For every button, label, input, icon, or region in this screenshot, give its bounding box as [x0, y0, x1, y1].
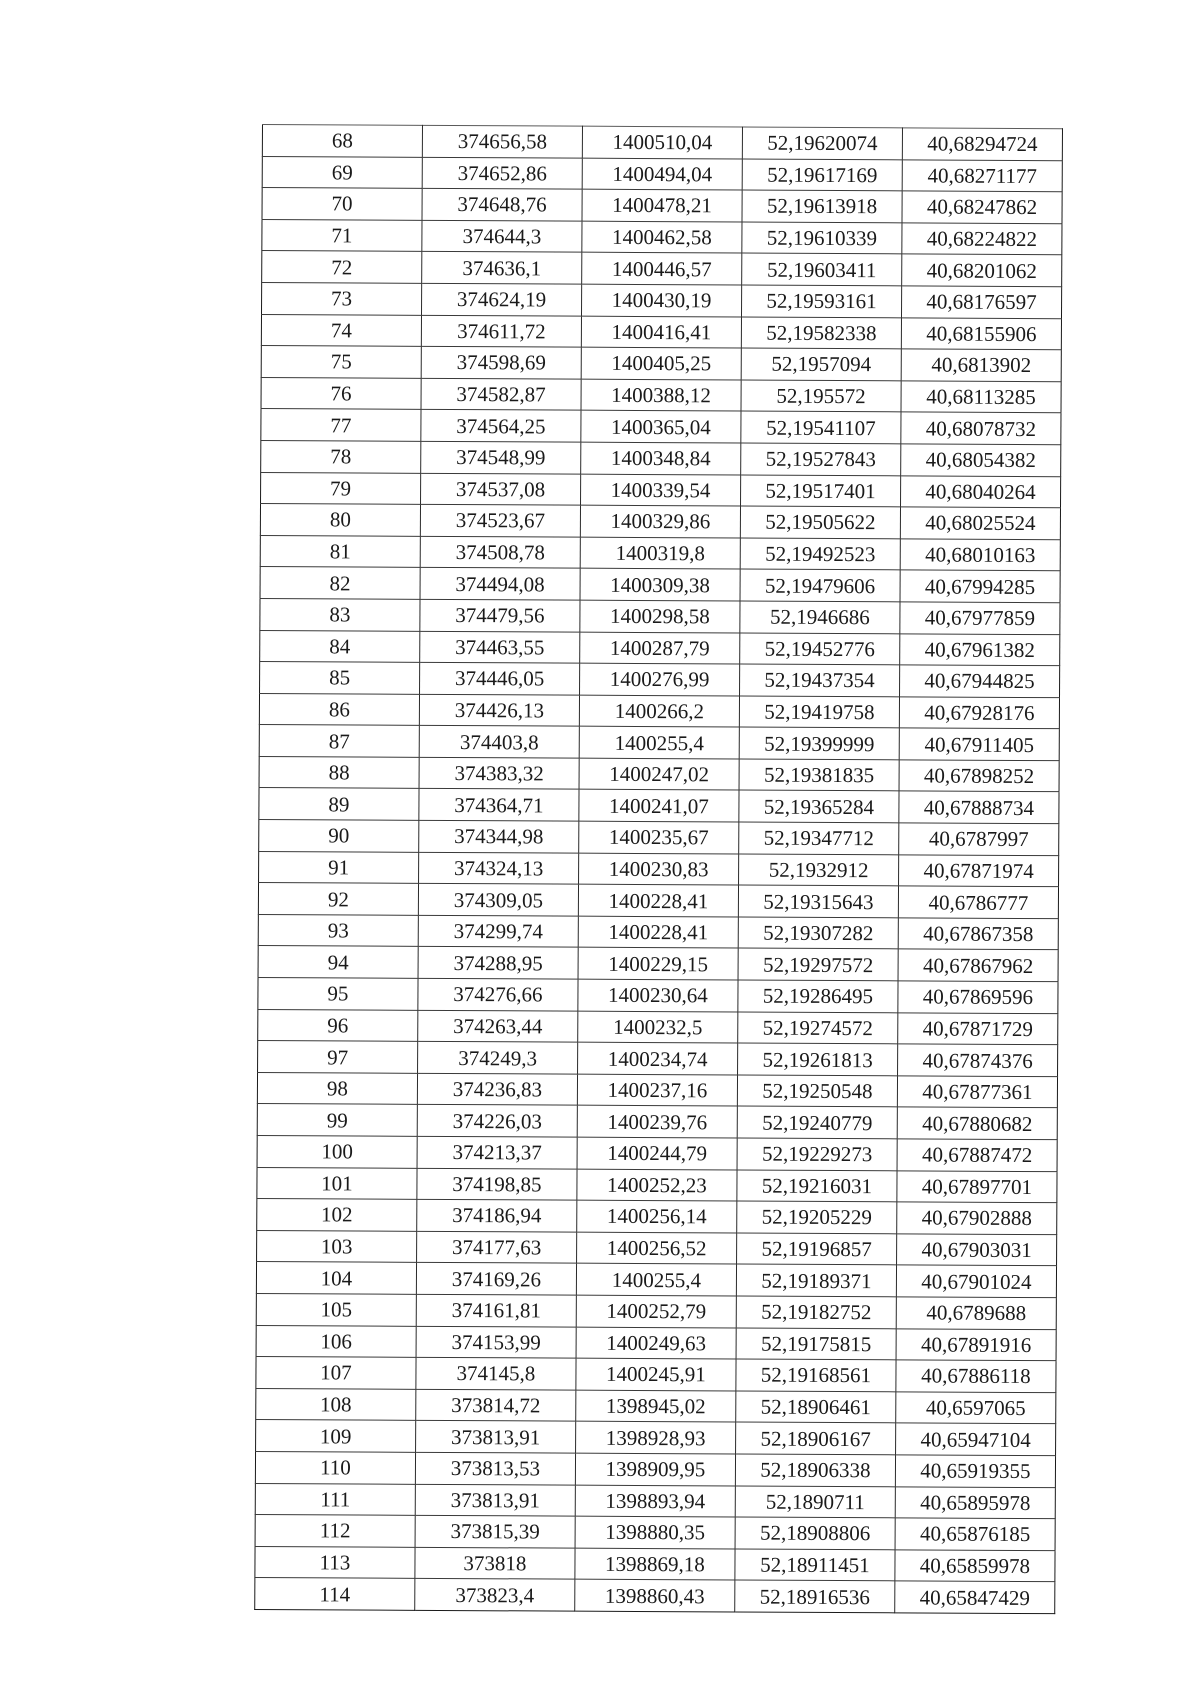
longitude-cell: 40,67944825 [900, 665, 1060, 697]
table-row [258, 1009, 1058, 1045]
table-row [261, 346, 1061, 382]
x-coordinate-cell: 374463,55 [420, 631, 580, 663]
x-coordinate-cell: 374611,72 [421, 315, 581, 347]
point-number-cell: 97 [258, 1041, 418, 1073]
y-coordinate-cell: 1400510,04 [582, 126, 742, 158]
x-coordinate-cell: 374644,3 [422, 220, 582, 252]
x-coordinate-cell: 374186,94 [417, 1200, 577, 1232]
longitude-cell: 40,65895978 [895, 1486, 1055, 1518]
y-coordinate-cell: 1400416,41 [581, 316, 741, 348]
latitude-cell: 52,19527843 [741, 443, 901, 475]
table-row [255, 1483, 1055, 1519]
y-coordinate-cell: 1400276,99 [580, 663, 740, 695]
table-row [261, 377, 1061, 413]
longitude-cell: 40,6597065 [896, 1392, 1056, 1424]
table-row [256, 1325, 1056, 1361]
point-number-cell: 110 [255, 1451, 415, 1483]
table-row [262, 251, 1062, 287]
longitude-cell: 40,67961382 [900, 633, 1060, 665]
x-coordinate-cell: 374582,87 [421, 378, 581, 410]
x-coordinate-cell: 374249,3 [418, 1042, 578, 1074]
latitude-cell: 52,19492523 [740, 538, 900, 570]
latitude-cell: 52,19419758 [739, 696, 899, 728]
x-coordinate-cell: 374652,86 [422, 157, 582, 189]
point-number-cell: 92 [258, 883, 418, 915]
point-number-cell: 88 [259, 756, 419, 788]
latitude-cell: 52,19307282 [738, 917, 898, 949]
table-row [255, 1578, 1055, 1614]
latitude-cell: 52,19613918 [742, 190, 902, 222]
latitude-cell: 52,19541107 [741, 411, 901, 443]
latitude-cell: 52,19517401 [741, 475, 901, 507]
latitude-cell: 52,19437354 [740, 664, 900, 696]
coordinates-table-body [255, 125, 1063, 1614]
latitude-cell: 52,19620074 [742, 127, 902, 159]
x-coordinate-cell: 374523,67 [420, 504, 580, 536]
y-coordinate-cell: 1400234,74 [578, 1042, 738, 1074]
longitude-cell: 40,67977859 [900, 602, 1060, 634]
y-coordinate-cell: 1400255,4 [579, 726, 739, 758]
point-number-cell: 103 [257, 1230, 417, 1262]
point-number-cell: 89 [259, 788, 419, 820]
y-coordinate-cell: 1398909,95 [575, 1453, 735, 1485]
table-row [258, 978, 1058, 1014]
x-coordinate-cell: 374624,19 [422, 283, 582, 315]
x-coordinate-cell: 374276,66 [418, 978, 578, 1010]
table-row [259, 725, 1059, 761]
y-coordinate-cell: 1400462,58 [582, 221, 742, 253]
table-row [259, 756, 1059, 792]
table-row [256, 1388, 1056, 1424]
y-coordinate-cell: 1400329,86 [580, 505, 740, 537]
point-number-cell: 95 [258, 978, 418, 1010]
table-row [258, 914, 1058, 950]
longitude-cell: 40,68247862 [902, 191, 1062, 223]
y-coordinate-cell: 1400266,2 [579, 695, 739, 727]
longitude-cell: 40,67877361 [897, 1076, 1057, 1108]
longitude-cell: 40,68010163 [900, 539, 1060, 571]
point-number-cell: 85 [260, 662, 420, 694]
point-number-cell: 86 [259, 693, 419, 725]
latitude-cell: 52,19229273 [737, 1138, 897, 1170]
x-coordinate-cell: 373815,39 [415, 1515, 575, 1547]
x-coordinate-cell: 374494,08 [420, 568, 580, 600]
latitude-cell: 52,19240779 [737, 1106, 897, 1138]
longitude-cell: 40,67911405 [899, 728, 1059, 760]
y-coordinate-cell: 1398869,18 [575, 1548, 735, 1580]
table-row [259, 788, 1059, 824]
point-number-cell: 112 [255, 1515, 415, 1547]
table-row [262, 188, 1062, 224]
x-coordinate-cell: 373818 [415, 1547, 575, 1579]
latitude-cell: 52,19479606 [740, 569, 900, 601]
latitude-cell: 52,1946686 [740, 601, 900, 633]
longitude-cell: 40,68224822 [902, 223, 1062, 255]
longitude-cell: 40,67897701 [897, 1170, 1057, 1202]
table-row [260, 504, 1060, 540]
y-coordinate-cell: 1400237,16 [577, 1074, 737, 1106]
x-coordinate-cell: 373813,91 [415, 1484, 575, 1516]
table-row [255, 1546, 1055, 1582]
latitude-cell: 52,19381835 [739, 759, 899, 791]
longitude-cell: 40,68078732 [901, 412, 1061, 444]
x-coordinate-cell: 374324,13 [419, 852, 579, 884]
latitude-cell: 52,19603411 [742, 253, 902, 285]
point-number-cell: 75 [261, 346, 421, 378]
latitude-cell: 52,18906167 [736, 1422, 896, 1454]
point-number-cell: 73 [262, 282, 422, 314]
x-coordinate-cell: 374226,03 [417, 1105, 577, 1137]
longitude-cell: 40,68025524 [900, 507, 1060, 539]
point-number-cell: 78 [261, 440, 421, 472]
longitude-cell: 40,6789688 [896, 1297, 1056, 1329]
latitude-cell: 52,19182752 [736, 1296, 896, 1328]
table-row [259, 851, 1059, 887]
latitude-cell: 52,19315643 [738, 885, 898, 917]
x-coordinate-cell: 374656,58 [422, 125, 582, 157]
point-number-cell: 83 [260, 598, 420, 630]
x-coordinate-cell: 374426,13 [419, 694, 579, 726]
point-number-cell: 96 [258, 1009, 418, 1041]
table-row [258, 946, 1058, 982]
latitude-cell: 52,19261813 [738, 1043, 898, 1075]
longitude-cell: 40,67888734 [899, 791, 1059, 823]
point-number-cell: 94 [258, 946, 418, 978]
latitude-cell: 52,1932912 [739, 854, 899, 886]
y-coordinate-cell: 1400252,23 [577, 1169, 737, 1201]
latitude-cell: 52,19593161 [741, 285, 901, 317]
y-coordinate-cell: 1398945,02 [576, 1390, 736, 1422]
y-coordinate-cell: 1400319,8 [580, 537, 740, 569]
y-coordinate-cell: 1400309,38 [580, 568, 740, 600]
point-number-cell: 107 [256, 1357, 416, 1389]
latitude-cell: 52,19399999 [739, 727, 899, 759]
y-coordinate-cell: 1400405,25 [581, 347, 741, 379]
x-coordinate-cell: 374309,05 [418, 884, 578, 916]
table-row [257, 1072, 1057, 1108]
point-number-cell: 69 [262, 156, 422, 188]
table-row [261, 314, 1061, 350]
y-coordinate-cell: 1400245,91 [576, 1358, 736, 1390]
table-row [256, 1357, 1056, 1393]
latitude-cell: 52,19297572 [738, 948, 898, 980]
longitude-cell: 40,67871729 [898, 1012, 1058, 1044]
table-row [260, 535, 1060, 571]
latitude-cell: 52,18916536 [735, 1580, 895, 1612]
x-coordinate-cell: 374177,63 [417, 1231, 577, 1263]
longitude-cell: 40,67901024 [896, 1265, 1056, 1297]
y-coordinate-cell: 1400232,5 [578, 1011, 738, 1043]
longitude-cell: 40,68201062 [902, 254, 1062, 286]
table-row [262, 156, 1062, 192]
point-number-cell: 76 [261, 377, 421, 409]
point-number-cell: 80 [260, 504, 420, 536]
y-coordinate-cell: 1400247,02 [579, 758, 739, 790]
longitude-cell: 40,68054382 [901, 444, 1061, 476]
table-row [261, 440, 1061, 476]
table-row [258, 883, 1058, 919]
table-row [262, 219, 1062, 255]
x-coordinate-cell: 374344,98 [419, 820, 579, 852]
longitude-cell: 40,68271177 [902, 159, 1062, 191]
longitude-cell: 40,67928176 [899, 697, 1059, 729]
latitude-cell: 52,19505622 [740, 506, 900, 538]
longitude-cell: 40,67887472 [897, 1139, 1057, 1171]
latitude-cell: 52,19582338 [741, 317, 901, 349]
point-number-cell: 106 [256, 1325, 416, 1357]
latitude-cell: 52,18906461 [736, 1391, 896, 1423]
longitude-cell: 40,68294724 [902, 128, 1062, 160]
point-number-cell: 111 [255, 1483, 415, 1515]
y-coordinate-cell: 1400230,83 [579, 853, 739, 885]
longitude-cell: 40,65859978 [895, 1550, 1055, 1582]
x-coordinate-cell: 373813,91 [416, 1421, 576, 1453]
point-number-cell: 82 [260, 567, 420, 599]
latitude-cell: 52,18908806 [735, 1517, 895, 1549]
point-number-cell: 70 [262, 188, 422, 220]
table-row [261, 409, 1061, 445]
point-number-cell: 71 [262, 219, 422, 251]
table-row [260, 630, 1060, 666]
y-coordinate-cell: 1400255,4 [576, 1264, 736, 1296]
table-row [255, 1515, 1055, 1551]
longitude-cell: 40,68040264 [901, 475, 1061, 507]
y-coordinate-cell: 1400239,76 [577, 1106, 737, 1138]
y-coordinate-cell: 1398880,35 [575, 1516, 735, 1548]
point-number-cell: 81 [260, 535, 420, 567]
x-coordinate-cell: 374263,44 [418, 1010, 578, 1042]
longitude-cell: 40,67867358 [898, 918, 1058, 950]
latitude-cell: 52,19175815 [736, 1328, 896, 1360]
x-coordinate-cell: 374198,85 [417, 1168, 577, 1200]
latitude-cell: 52,19274572 [738, 1012, 898, 1044]
point-number-cell: 79 [261, 472, 421, 504]
table-row [257, 1135, 1057, 1171]
x-coordinate-cell: 374598,69 [421, 346, 581, 378]
x-coordinate-cell: 374299,74 [418, 915, 578, 947]
x-coordinate-cell: 374548,99 [421, 441, 581, 473]
x-coordinate-cell: 374288,95 [418, 947, 578, 979]
y-coordinate-cell: 1400228,41 [578, 916, 738, 948]
longitude-cell: 40,65919355 [895, 1455, 1055, 1487]
longitude-cell: 40,67903031 [897, 1234, 1057, 1266]
longitude-cell: 40,67867962 [898, 949, 1058, 981]
latitude-cell: 52,19196857 [737, 1233, 897, 1265]
y-coordinate-cell: 1400256,14 [577, 1200, 737, 1232]
y-coordinate-cell: 1400235,67 [579, 821, 739, 853]
table-row [256, 1420, 1056, 1456]
latitude-cell: 52,19365284 [739, 790, 899, 822]
x-coordinate-cell: 373814,72 [416, 1389, 576, 1421]
table-row [257, 1104, 1057, 1140]
latitude-cell: 52,19216031 [737, 1170, 897, 1202]
longitude-cell: 40,65947104 [896, 1423, 1056, 1455]
latitude-cell: 52,19286495 [738, 980, 898, 1012]
x-coordinate-cell: 374364,71 [419, 789, 579, 821]
x-coordinate-cell: 374236,83 [417, 1073, 577, 1105]
y-coordinate-cell: 1398860,43 [575, 1579, 735, 1611]
x-coordinate-cell: 374213,37 [417, 1136, 577, 1168]
latitude-cell: 52,18911451 [735, 1549, 895, 1581]
longitude-cell: 40,68113285 [901, 381, 1061, 413]
coordinates-table [254, 124, 1063, 1614]
point-number-cell: 105 [256, 1293, 416, 1325]
longitude-cell: 40,67891916 [896, 1328, 1056, 1360]
y-coordinate-cell: 1400348,84 [581, 442, 741, 474]
table-row [260, 598, 1060, 634]
y-coordinate-cell: 1398928,93 [576, 1422, 736, 1454]
table-row [261, 472, 1061, 508]
table-row [259, 693, 1059, 729]
y-coordinate-cell: 1398893,94 [575, 1485, 735, 1517]
point-number-cell: 100 [257, 1135, 417, 1167]
longitude-cell: 40,6813902 [901, 349, 1061, 381]
x-coordinate-cell: 374508,78 [420, 536, 580, 568]
table-row [262, 282, 1062, 318]
table-row [260, 567, 1060, 603]
latitude-cell: 52,19452776 [740, 633, 900, 665]
point-number-cell: 104 [256, 1262, 416, 1294]
point-number-cell: 87 [259, 725, 419, 757]
y-coordinate-cell: 1400241,07 [579, 790, 739, 822]
x-coordinate-cell: 373823,4 [415, 1579, 575, 1611]
y-coordinate-cell: 1400298,58 [580, 600, 740, 632]
table-row [256, 1262, 1056, 1298]
x-coordinate-cell: 374153,99 [416, 1326, 576, 1358]
latitude-cell: 52,19205229 [737, 1201, 897, 1233]
y-coordinate-cell: 1400446,57 [582, 253, 742, 285]
latitude-cell: 52,19617169 [742, 159, 902, 191]
point-number-cell: 91 [259, 851, 419, 883]
point-number-cell: 77 [261, 409, 421, 441]
y-coordinate-cell: 1400388,12 [581, 379, 741, 411]
latitude-cell: 52,19610339 [742, 222, 902, 254]
latitude-cell: 52,18906338 [735, 1454, 895, 1486]
point-number-cell: 102 [257, 1199, 417, 1231]
longitude-cell: 40,65847429 [895, 1581, 1055, 1613]
table-row [257, 1230, 1057, 1266]
point-number-cell: 109 [256, 1420, 416, 1452]
table-row [257, 1167, 1057, 1203]
y-coordinate-cell: 1400478,21 [582, 189, 742, 221]
x-coordinate-cell: 373813,53 [415, 1452, 575, 1484]
latitude-cell: 52,19168561 [736, 1359, 896, 1391]
point-number-cell: 90 [259, 820, 419, 852]
y-coordinate-cell: 1400249,63 [576, 1327, 736, 1359]
x-coordinate-cell: 374161,81 [416, 1294, 576, 1326]
y-coordinate-cell: 1400256,52 [577, 1232, 737, 1264]
point-number-cell: 74 [261, 314, 421, 346]
y-coordinate-cell: 1400228,41 [578, 884, 738, 916]
longitude-cell: 40,67869596 [898, 981, 1058, 1013]
y-coordinate-cell: 1400252,79 [576, 1295, 736, 1327]
table-row [257, 1199, 1057, 1235]
y-coordinate-cell: 1400494,04 [582, 158, 742, 190]
point-number-cell: 98 [257, 1072, 417, 1104]
x-coordinate-cell: 374564,25 [421, 410, 581, 442]
y-coordinate-cell: 1400287,79 [580, 632, 740, 664]
x-coordinate-cell: 374446,05 [420, 662, 580, 694]
x-coordinate-cell: 374537,08 [421, 473, 581, 505]
y-coordinate-cell: 1400244,79 [577, 1137, 737, 1169]
x-coordinate-cell: 374403,8 [419, 726, 579, 758]
table-row [259, 820, 1059, 856]
point-number-cell: 84 [260, 630, 420, 662]
x-coordinate-cell: 374636,1 [422, 252, 582, 284]
point-number-cell: 93 [258, 914, 418, 946]
longitude-cell: 40,67871974 [899, 854, 1059, 886]
y-coordinate-cell: 1400339,54 [581, 474, 741, 506]
longitude-cell: 40,67880682 [897, 1107, 1057, 1139]
x-coordinate-cell: 374383,32 [419, 757, 579, 789]
longitude-cell: 40,67902888 [897, 1202, 1057, 1234]
longitude-cell: 40,65876185 [895, 1518, 1055, 1550]
point-number-cell: 72 [262, 251, 422, 283]
y-coordinate-cell: 1400365,04 [581, 411, 741, 443]
longitude-cell: 40,6787997 [899, 823, 1059, 855]
latitude-cell: 52,195572 [741, 380, 901, 412]
longitude-cell: 40,67886118 [896, 1360, 1056, 1392]
x-coordinate-cell: 374145,8 [416, 1357, 576, 1389]
latitude-cell: 52,1957094 [741, 348, 901, 380]
longitude-cell: 40,68155906 [901, 317, 1061, 349]
table-row [258, 1041, 1058, 1077]
longitude-cell: 40,67898252 [899, 760, 1059, 792]
longitude-cell: 40,68176597 [901, 286, 1061, 318]
table-row [260, 662, 1060, 698]
latitude-cell: 52,19250548 [737, 1075, 897, 1107]
longitude-cell: 40,67874376 [898, 1044, 1058, 1076]
latitude-cell: 52,1890711 [735, 1486, 895, 1518]
longitude-cell: 40,6786777 [898, 886, 1058, 918]
y-coordinate-cell: 1400430,19 [582, 284, 742, 316]
point-number-cell: 68 [262, 125, 422, 157]
point-number-cell: 101 [257, 1167, 417, 1199]
point-number-cell: 113 [255, 1546, 415, 1578]
point-number-cell: 114 [255, 1578, 415, 1610]
x-coordinate-cell: 374648,76 [422, 189, 582, 221]
y-coordinate-cell: 1400230,64 [578, 979, 738, 1011]
table-row [255, 1451, 1055, 1487]
x-coordinate-cell: 374169,26 [416, 1263, 576, 1295]
y-coordinate-cell: 1400229,15 [578, 948, 738, 980]
latitude-cell: 52,19347712 [739, 822, 899, 854]
point-number-cell: 99 [257, 1104, 417, 1136]
latitude-cell: 52,19189371 [736, 1264, 896, 1296]
table-row [262, 125, 1062, 161]
point-number-cell: 108 [256, 1388, 416, 1420]
longitude-cell: 40,67994285 [900, 570, 1060, 602]
table-row [256, 1293, 1056, 1329]
x-coordinate-cell: 374479,56 [420, 599, 580, 631]
